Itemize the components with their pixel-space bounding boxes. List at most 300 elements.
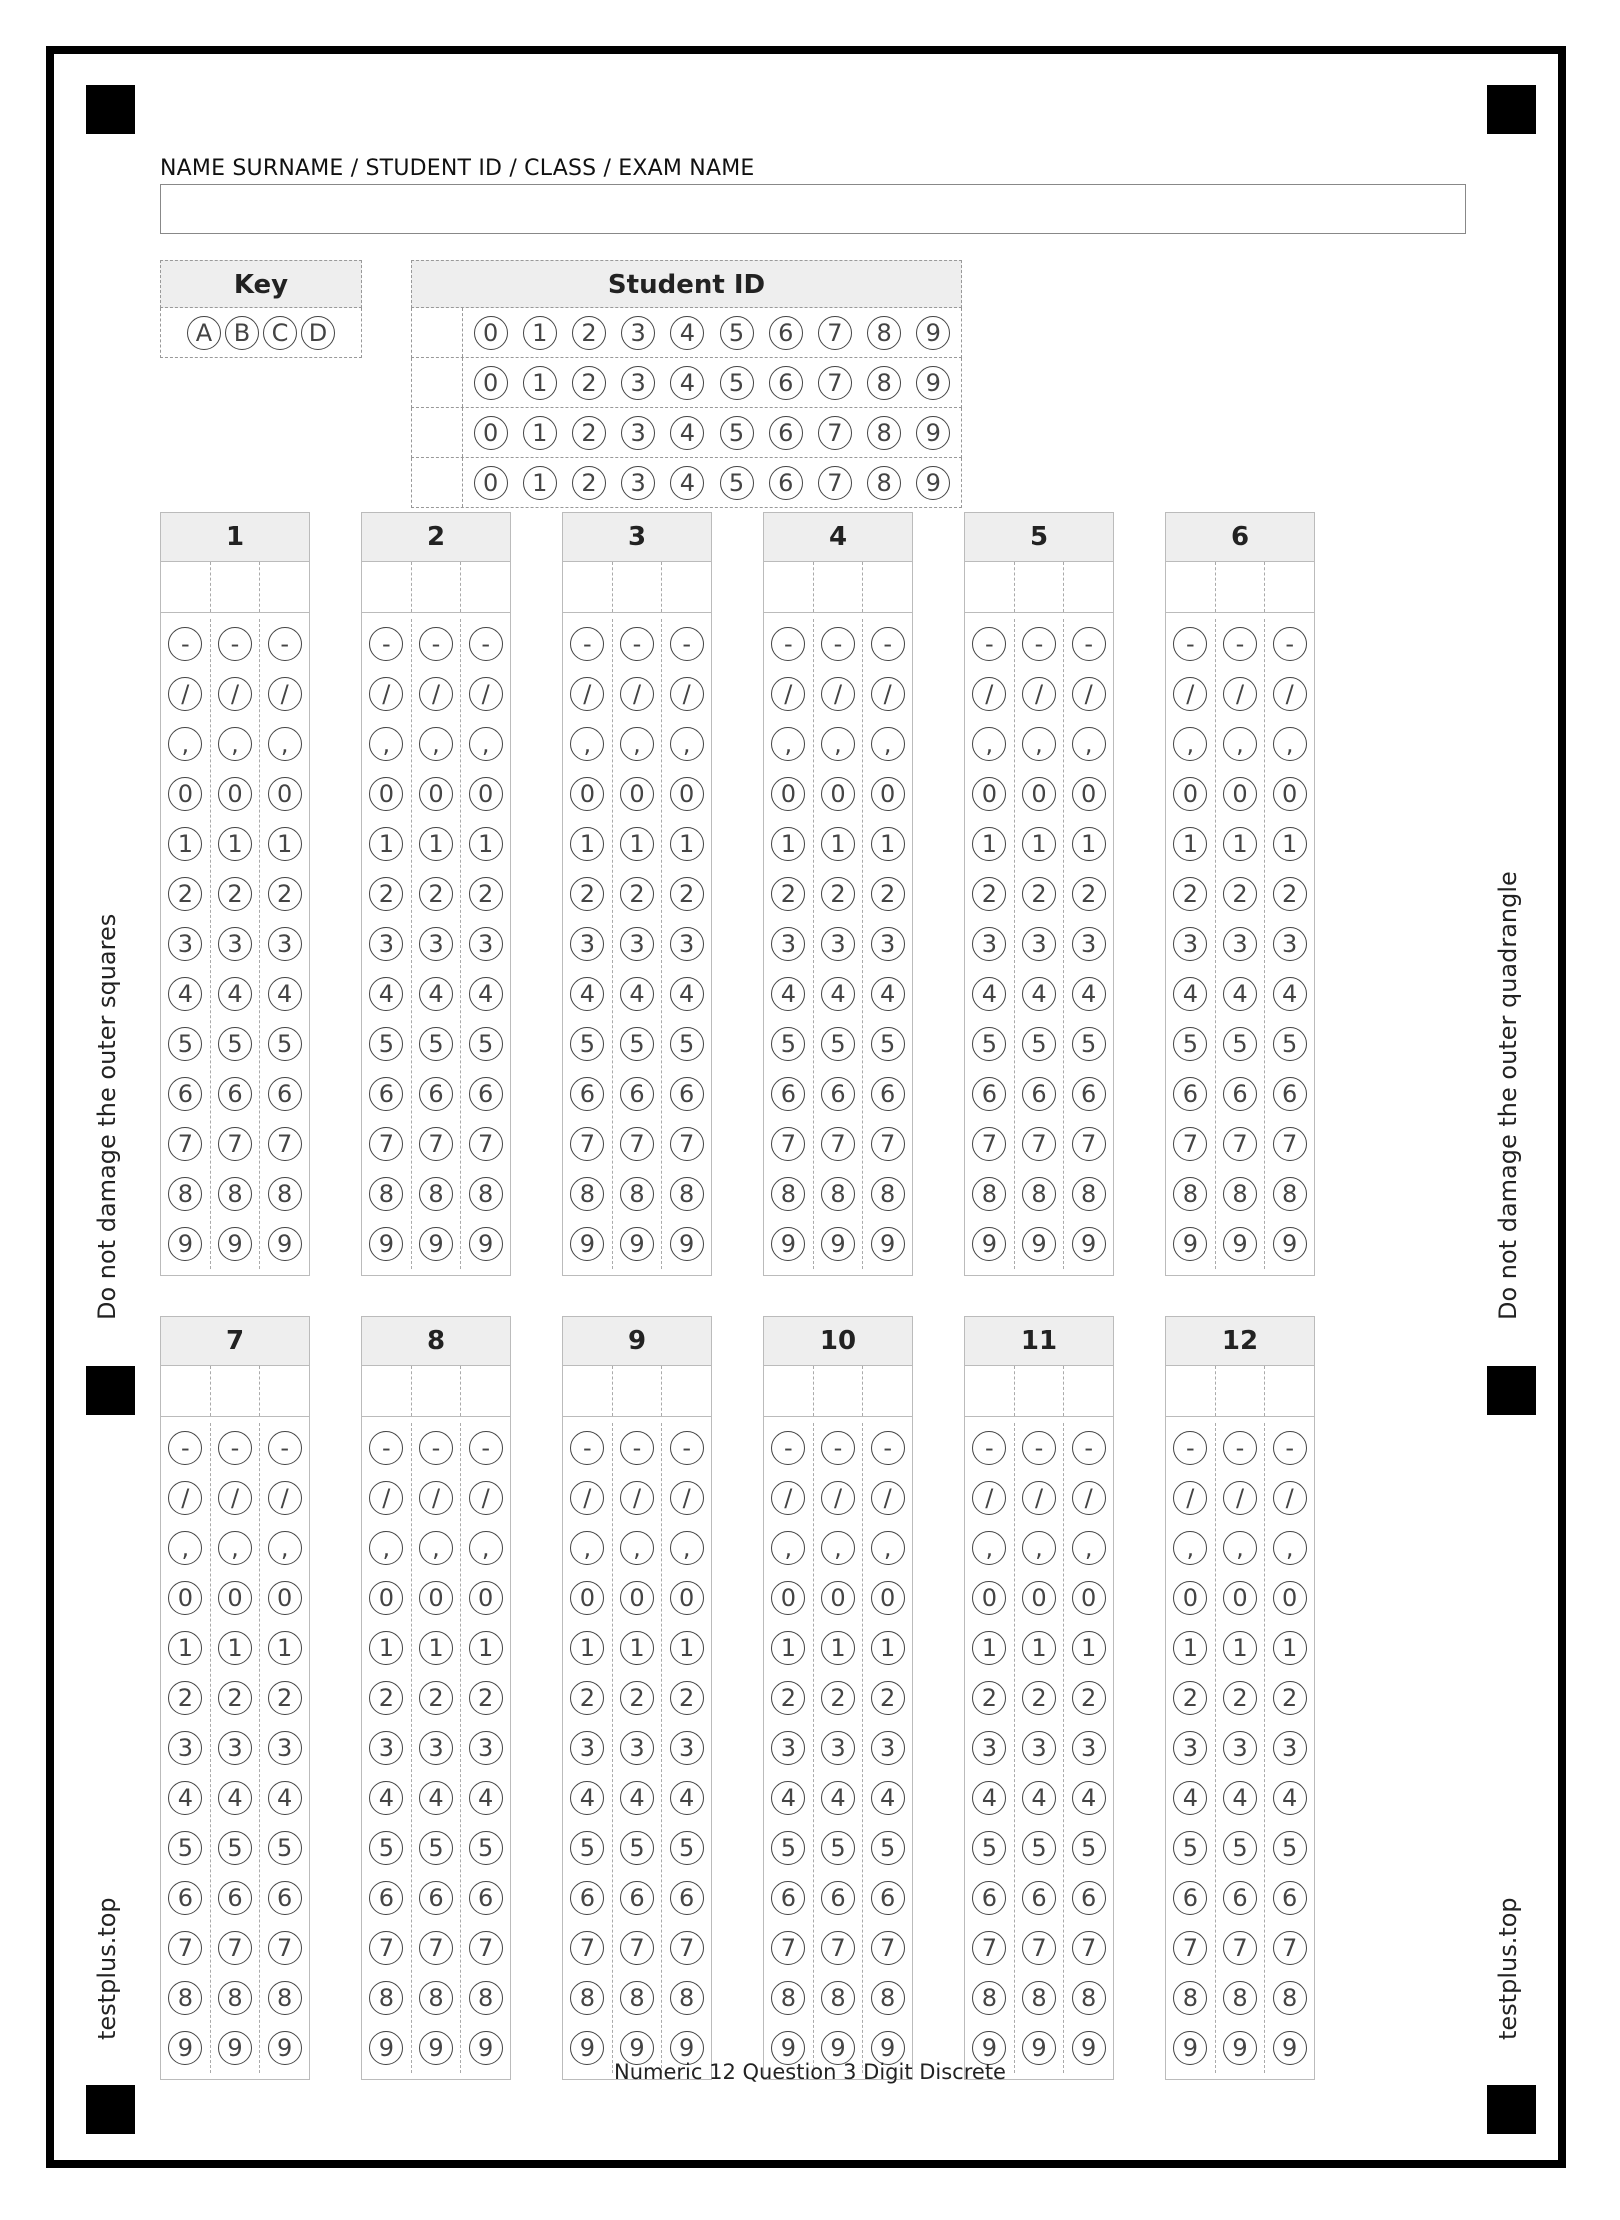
answer-bubble[interactable]: 9	[620, 2031, 654, 2065]
answer-bubble[interactable]: 3	[419, 1731, 453, 1765]
answer-bubble[interactable]: /	[771, 677, 805, 711]
answer-bubble[interactable]: /	[871, 677, 905, 711]
answer-bubble[interactable]: 5	[771, 1831, 805, 1865]
answer-bubble[interactable]: 9	[821, 1227, 855, 1261]
answer-bubble[interactable]: 1	[620, 1631, 654, 1665]
answer-write-box[interactable]	[814, 1366, 864, 1416]
answer-bubble[interactable]: 3	[168, 927, 202, 961]
answer-bubble[interactable]: 8	[1022, 1981, 1056, 2015]
answer-bubble[interactable]: 4	[168, 977, 202, 1011]
answer-bubble[interactable]: 6	[218, 1881, 252, 1915]
key-bubble-a[interactable]: A	[187, 316, 221, 350]
answer-bubble[interactable]: ,	[419, 727, 453, 761]
answer-bubble[interactable]: 4	[1173, 977, 1207, 1011]
answer-bubble[interactable]: 0	[771, 777, 805, 811]
answer-bubble[interactable]: 6	[771, 1077, 805, 1111]
answer-bubble[interactable]: 8	[821, 1981, 855, 2015]
answer-bubble[interactable]: 5	[419, 1027, 453, 1061]
answer-bubble[interactable]: 1	[1273, 827, 1307, 861]
answer-bubble[interactable]: ,	[218, 727, 252, 761]
answer-bubble[interactable]: ,	[771, 727, 805, 761]
answer-write-box[interactable]	[362, 1366, 412, 1416]
answer-bubble[interactable]: 9	[620, 1227, 654, 1261]
answer-bubble[interactable]: /	[218, 677, 252, 711]
answer-bubble[interactable]: 7	[419, 1127, 453, 1161]
answer-bubble[interactable]: 1	[871, 1631, 905, 1665]
student-id-bubble-0[interactable]: 0	[474, 366, 508, 400]
answer-bubble[interactable]: 6	[1173, 1881, 1207, 1915]
answer-bubble[interactable]: 6	[972, 1077, 1006, 1111]
answer-bubble[interactable]: 9	[1022, 1227, 1056, 1261]
answer-bubble[interactable]: 4	[1223, 977, 1257, 1011]
answer-bubble[interactable]: 7	[1223, 1931, 1257, 1965]
answer-bubble[interactable]: 2	[1173, 1681, 1207, 1715]
answer-write-box[interactable]	[260, 1366, 309, 1416]
answer-bubble[interactable]: 0	[1273, 777, 1307, 811]
answer-bubble[interactable]: 1	[1223, 1631, 1257, 1665]
answer-bubble[interactable]: -	[469, 627, 503, 661]
answer-bubble[interactable]: 8	[1173, 1177, 1207, 1211]
student-id-bubble-2[interactable]: 2	[572, 366, 606, 400]
key-bubble-d[interactable]: D	[301, 316, 335, 350]
answer-bubble[interactable]: 8	[570, 1177, 604, 1211]
answer-write-box[interactable]	[1265, 1366, 1314, 1416]
answer-bubble[interactable]: 9	[871, 2031, 905, 2065]
answer-bubble[interactable]: /	[1072, 677, 1106, 711]
answer-bubble[interactable]: 3	[570, 1731, 604, 1765]
answer-bubble[interactable]: -	[570, 627, 604, 661]
answer-bubble[interactable]: /	[972, 677, 1006, 711]
answer-bubble[interactable]: -	[972, 1431, 1006, 1465]
answer-bubble[interactable]: /	[871, 1481, 905, 1515]
answer-bubble[interactable]: 2	[1223, 1681, 1257, 1715]
answer-bubble[interactable]: 7	[469, 1931, 503, 1965]
answer-bubble[interactable]: 9	[469, 2031, 503, 2065]
answer-bubble[interactable]: 0	[1273, 1581, 1307, 1615]
answer-bubble[interactable]: ,	[1173, 727, 1207, 761]
answer-bubble[interactable]: 6	[1273, 1077, 1307, 1111]
answer-bubble[interactable]: 5	[1273, 1831, 1307, 1865]
answer-bubble[interactable]: 6	[570, 1077, 604, 1111]
answer-bubble[interactable]: ,	[972, 727, 1006, 761]
answer-write-box[interactable]	[1064, 562, 1113, 612]
answer-bubble[interactable]: 0	[1173, 777, 1207, 811]
answer-bubble[interactable]: 4	[1273, 1781, 1307, 1815]
answer-bubble[interactable]: 5	[419, 1831, 453, 1865]
student-id-bubble-9[interactable]: 9	[916, 416, 950, 450]
answer-bubble[interactable]: /	[168, 1481, 202, 1515]
answer-bubble[interactable]: 1	[168, 1631, 202, 1665]
answer-bubble[interactable]: -	[1072, 1431, 1106, 1465]
answer-bubble[interactable]: 1	[1273, 1631, 1307, 1665]
answer-bubble[interactable]: ,	[821, 727, 855, 761]
answer-bubble[interactable]: 0	[620, 777, 654, 811]
answer-bubble[interactable]: -	[168, 627, 202, 661]
answer-bubble[interactable]: 4	[771, 1781, 805, 1815]
answer-bubble[interactable]: /	[620, 677, 654, 711]
answer-bubble[interactable]: -	[771, 627, 805, 661]
answer-bubble[interactable]: 5	[218, 1027, 252, 1061]
answer-bubble[interactable]: 0	[1173, 1581, 1207, 1615]
answer-bubble[interactable]: 7	[972, 1931, 1006, 1965]
student-id-bubble-6[interactable]: 6	[769, 316, 803, 350]
answer-bubble[interactable]: 0	[821, 1581, 855, 1615]
answer-bubble[interactable]: /	[972, 1481, 1006, 1515]
answer-bubble[interactable]: 6	[1223, 1077, 1257, 1111]
answer-bubble[interactable]: 5	[1072, 1027, 1106, 1061]
key-bubble-b[interactable]: B	[225, 316, 259, 350]
answer-bubble[interactable]: 8	[570, 1981, 604, 2015]
answer-bubble[interactable]: 0	[821, 777, 855, 811]
answer-bubble[interactable]: 3	[670, 927, 704, 961]
student-id-bubble-2[interactable]: 2	[572, 316, 606, 350]
answer-bubble[interactable]: 2	[268, 877, 302, 911]
answer-write-box[interactable]	[161, 562, 211, 612]
answer-bubble[interactable]: 6	[419, 1881, 453, 1915]
answer-bubble[interactable]: 3	[871, 927, 905, 961]
answer-write-box[interactable]	[1166, 1366, 1216, 1416]
answer-bubble[interactable]: 8	[419, 1981, 453, 2015]
answer-bubble[interactable]: 9	[419, 1227, 453, 1261]
answer-bubble[interactable]: 7	[821, 1127, 855, 1161]
answer-bubble[interactable]: 0	[871, 777, 905, 811]
answer-bubble[interactable]: ,	[469, 727, 503, 761]
answer-bubble[interactable]: 9	[972, 1227, 1006, 1261]
answer-bubble[interactable]: ,	[570, 1531, 604, 1565]
answer-bubble[interactable]: 7	[1173, 1931, 1207, 1965]
answer-bubble[interactable]: 7	[871, 1931, 905, 1965]
answer-bubble[interactable]: 7	[821, 1931, 855, 1965]
answer-bubble[interactable]: -	[821, 1431, 855, 1465]
answer-bubble[interactable]: 5	[972, 1027, 1006, 1061]
answer-write-box[interactable]	[211, 1366, 261, 1416]
answer-bubble[interactable]: 0	[268, 777, 302, 811]
answer-bubble[interactable]: 2	[268, 1681, 302, 1715]
answer-bubble[interactable]: 1	[469, 827, 503, 861]
student-id-bubble-4[interactable]: 4	[670, 416, 704, 450]
student-id-bubble-2[interactable]: 2	[572, 466, 606, 500]
answer-bubble[interactable]: 3	[972, 927, 1006, 961]
answer-write-box[interactable]	[965, 1366, 1015, 1416]
student-id-bubble-3[interactable]: 3	[621, 366, 655, 400]
answer-bubble[interactable]: ,	[369, 727, 403, 761]
answer-bubble[interactable]: 7	[1173, 1127, 1207, 1161]
answer-bubble[interactable]: 3	[1022, 927, 1056, 961]
answer-bubble[interactable]: 3	[1273, 1731, 1307, 1765]
student-id-bubble-3[interactable]: 3	[621, 466, 655, 500]
answer-bubble[interactable]: /	[570, 677, 604, 711]
answer-bubble[interactable]: 1	[570, 827, 604, 861]
answer-bubble[interactable]: 8	[1173, 1981, 1207, 2015]
answer-bubble[interactable]: 5	[871, 1027, 905, 1061]
answer-bubble[interactable]: /	[469, 1481, 503, 1515]
answer-bubble[interactable]: ,	[821, 1531, 855, 1565]
answer-bubble[interactable]: 4	[620, 977, 654, 1011]
answer-bubble[interactable]: -	[218, 627, 252, 661]
student-id-bubble-9[interactable]: 9	[916, 466, 950, 500]
answer-bubble[interactable]: 7	[168, 1931, 202, 1965]
answer-bubble[interactable]: 3	[419, 927, 453, 961]
answer-bubble[interactable]: 8	[821, 1177, 855, 1211]
answer-bubble[interactable]: 8	[771, 1177, 805, 1211]
answer-bubble[interactable]: 0	[1223, 777, 1257, 811]
answer-bubble[interactable]: 5	[218, 1831, 252, 1865]
answer-bubble[interactable]: ,	[369, 1531, 403, 1565]
answer-bubble[interactable]: 4	[1072, 1781, 1106, 1815]
answer-bubble[interactable]: 2	[972, 1681, 1006, 1715]
answer-bubble[interactable]: 3	[1022, 1731, 1056, 1765]
answer-bubble[interactable]: 8	[1022, 1177, 1056, 1211]
student-id-bubble-6[interactable]: 6	[769, 366, 803, 400]
answer-bubble[interactable]: /	[821, 1481, 855, 1515]
answer-bubble[interactable]: 3	[268, 927, 302, 961]
answer-bubble[interactable]: 5	[871, 1831, 905, 1865]
answer-write-box[interactable]	[613, 562, 663, 612]
answer-bubble[interactable]: ,	[168, 727, 202, 761]
answer-bubble[interactable]: 8	[1072, 1981, 1106, 2015]
answer-bubble[interactable]: 1	[821, 1631, 855, 1665]
answer-bubble[interactable]: 2	[419, 877, 453, 911]
answer-bubble[interactable]: 6	[871, 1077, 905, 1111]
answer-bubble[interactable]: 0	[218, 1581, 252, 1615]
answer-bubble[interactable]: 8	[670, 1981, 704, 2015]
answer-bubble[interactable]: -	[871, 627, 905, 661]
answer-bubble[interactable]: 6	[1173, 1077, 1207, 1111]
answer-bubble[interactable]: -	[419, 1431, 453, 1465]
answer-bubble[interactable]: 4	[1022, 1781, 1056, 1815]
answer-bubble[interactable]: 9	[771, 1227, 805, 1261]
answer-bubble[interactable]: /	[670, 1481, 704, 1515]
student-id-write-box[interactable]	[412, 458, 463, 507]
answer-bubble[interactable]: 3	[369, 927, 403, 961]
answer-bubble[interactable]: 7	[972, 1127, 1006, 1161]
answer-bubble[interactable]: 0	[771, 1581, 805, 1615]
student-id-bubble-0[interactable]: 0	[474, 466, 508, 500]
answer-bubble[interactable]: 7	[168, 1127, 202, 1161]
answer-bubble[interactable]: 9	[268, 1227, 302, 1261]
answer-bubble[interactable]: 8	[871, 1981, 905, 2015]
answer-bubble[interactable]: 4	[972, 1781, 1006, 1815]
answer-bubble[interactable]: 3	[620, 927, 654, 961]
answer-bubble[interactable]: 2	[469, 1681, 503, 1715]
answer-bubble[interactable]: 6	[1223, 1881, 1257, 1915]
answer-bubble[interactable]: 2	[871, 877, 905, 911]
answer-bubble[interactable]: 6	[570, 1881, 604, 1915]
answer-bubble[interactable]: 9	[972, 2031, 1006, 2065]
answer-bubble[interactable]: 0	[1022, 1581, 1056, 1615]
answer-write-box[interactable]	[161, 1366, 211, 1416]
answer-bubble[interactable]: /	[218, 1481, 252, 1515]
answer-bubble[interactable]: 2	[871, 1681, 905, 1715]
answer-bubble[interactable]: -	[268, 627, 302, 661]
answer-bubble[interactable]: 0	[1223, 1581, 1257, 1615]
answer-bubble[interactable]: 2	[771, 877, 805, 911]
answer-bubble[interactable]: 4	[670, 977, 704, 1011]
student-id-bubble-4[interactable]: 4	[670, 466, 704, 500]
answer-bubble[interactable]: ,	[620, 727, 654, 761]
answer-bubble[interactable]: 0	[268, 1581, 302, 1615]
answer-bubble[interactable]: ,	[1072, 727, 1106, 761]
answer-bubble[interactable]: 0	[1022, 777, 1056, 811]
answer-bubble[interactable]: 4	[620, 1781, 654, 1815]
answer-bubble[interactable]: 9	[1273, 2031, 1307, 2065]
answer-write-box[interactable]	[461, 562, 510, 612]
answer-bubble[interactable]: 5	[168, 1027, 202, 1061]
answer-write-box[interactable]	[1015, 1366, 1065, 1416]
answer-bubble[interactable]: ,	[1173, 1531, 1207, 1565]
student-id-bubble-8[interactable]: 8	[867, 366, 901, 400]
answer-bubble[interactable]: 5	[972, 1831, 1006, 1865]
answer-bubble[interactable]: -	[168, 1431, 202, 1465]
answer-bubble[interactable]: -	[419, 627, 453, 661]
answer-bubble[interactable]: 6	[168, 1881, 202, 1915]
answer-bubble[interactable]: 1	[620, 827, 654, 861]
answer-bubble[interactable]: 0	[670, 777, 704, 811]
answer-bubble[interactable]: 2	[369, 1681, 403, 1715]
answer-bubble[interactable]: 4	[419, 1781, 453, 1815]
answer-bubble[interactable]: 4	[771, 977, 805, 1011]
answer-bubble[interactable]: /	[1273, 677, 1307, 711]
answer-bubble[interactable]: -	[1173, 1431, 1207, 1465]
answer-bubble[interactable]: 7	[1022, 1127, 1056, 1161]
answer-bubble[interactable]: /	[1022, 1481, 1056, 1515]
answer-bubble[interactable]: 1	[670, 827, 704, 861]
answer-bubble[interactable]: 5	[268, 1027, 302, 1061]
answer-bubble[interactable]: 5	[670, 1831, 704, 1865]
answer-bubble[interactable]: ,	[168, 1531, 202, 1565]
answer-bubble[interactable]: 0	[670, 1581, 704, 1615]
answer-bubble[interactable]: 8	[972, 1981, 1006, 2015]
student-id-bubble-1[interactable]: 1	[523, 366, 557, 400]
answer-bubble[interactable]: 1	[419, 827, 453, 861]
answer-bubble[interactable]: 6	[218, 1077, 252, 1111]
answer-bubble[interactable]: 6	[369, 1077, 403, 1111]
answer-bubble[interactable]: 2	[620, 1681, 654, 1715]
student-id-bubble-9[interactable]: 9	[916, 316, 950, 350]
answer-bubble[interactable]: 7	[620, 1931, 654, 1965]
answer-bubble[interactable]: 9	[570, 1227, 604, 1261]
answer-bubble[interactable]: 6	[1072, 1881, 1106, 1915]
student-id-bubble-1[interactable]: 1	[523, 316, 557, 350]
answer-bubble[interactable]: 7	[469, 1127, 503, 1161]
answer-bubble[interactable]: 5	[469, 1027, 503, 1061]
answer-bubble[interactable]: ,	[1223, 1531, 1257, 1565]
answer-bubble[interactable]: 6	[821, 1077, 855, 1111]
student-id-bubble-3[interactable]: 3	[621, 316, 655, 350]
answer-write-box[interactable]	[1265, 562, 1314, 612]
answer-bubble[interactable]: 3	[1173, 1731, 1207, 1765]
answer-write-box[interactable]	[863, 1366, 912, 1416]
student-id-bubble-0[interactable]: 0	[474, 316, 508, 350]
answer-bubble[interactable]: 3	[369, 1731, 403, 1765]
answer-bubble[interactable]: -	[1022, 627, 1056, 661]
answer-bubble[interactable]: 2	[570, 877, 604, 911]
student-id-bubble-3[interactable]: 3	[621, 416, 655, 450]
answer-bubble[interactable]: 8	[620, 1177, 654, 1211]
answer-bubble[interactable]: -	[1072, 627, 1106, 661]
answer-bubble[interactable]: 3	[821, 1731, 855, 1765]
answer-bubble[interactable]: 8	[469, 1981, 503, 2015]
answer-bubble[interactable]: -	[369, 1431, 403, 1465]
answer-bubble[interactable]: 1	[419, 1631, 453, 1665]
answer-write-box[interactable]	[764, 562, 814, 612]
answer-write-box[interactable]	[863, 562, 912, 612]
answer-bubble[interactable]: 5	[620, 1831, 654, 1865]
student-id-bubble-4[interactable]: 4	[670, 366, 704, 400]
answer-bubble[interactable]: -	[268, 1431, 302, 1465]
answer-bubble[interactable]: 9	[1072, 2031, 1106, 2065]
answer-write-box[interactable]	[1216, 1366, 1266, 1416]
answer-bubble[interactable]: 1	[218, 827, 252, 861]
answer-bubble[interactable]: -	[1273, 627, 1307, 661]
answer-bubble[interactable]: -	[369, 627, 403, 661]
answer-bubble[interactable]: 5	[821, 1831, 855, 1865]
answer-bubble[interactable]: 4	[268, 977, 302, 1011]
answer-bubble[interactable]: 6	[821, 1881, 855, 1915]
answer-bubble[interactable]: 7	[1022, 1931, 1056, 1965]
answer-bubble[interactable]: 4	[1223, 1781, 1257, 1815]
answer-write-box[interactable]	[211, 562, 261, 612]
answer-bubble[interactable]: 2	[1223, 877, 1257, 911]
answer-bubble[interactable]: 2	[218, 1681, 252, 1715]
answer-bubble[interactable]: ,	[771, 1531, 805, 1565]
answer-bubble[interactable]: 8	[1072, 1177, 1106, 1211]
answer-bubble[interactable]: 0	[620, 1581, 654, 1615]
answer-bubble[interactable]: ,	[1022, 727, 1056, 761]
answer-bubble[interactable]: 0	[570, 777, 604, 811]
answer-bubble[interactable]: 4	[871, 1781, 905, 1815]
answer-bubble[interactable]: 5	[1223, 1027, 1257, 1061]
answer-bubble[interactable]: 4	[972, 977, 1006, 1011]
answer-bubble[interactable]: 6	[620, 1881, 654, 1915]
answer-bubble[interactable]: 6	[620, 1077, 654, 1111]
answer-bubble[interactable]: ,	[1273, 1531, 1307, 1565]
answer-bubble[interactable]: 3	[972, 1731, 1006, 1765]
answer-bubble[interactable]: 5	[168, 1831, 202, 1865]
answer-write-box[interactable]	[563, 1366, 613, 1416]
answer-bubble[interactable]: 3	[1072, 927, 1106, 961]
answer-bubble[interactable]: 6	[670, 1077, 704, 1111]
answer-bubble[interactable]: 2	[1022, 877, 1056, 911]
answer-bubble[interactable]: 2	[670, 1681, 704, 1715]
answer-bubble[interactable]: 4	[469, 1781, 503, 1815]
answer-bubble[interactable]: 3	[1072, 1731, 1106, 1765]
answer-bubble[interactable]: 9	[670, 1227, 704, 1261]
answer-bubble[interactable]: 7	[218, 1931, 252, 1965]
answer-bubble[interactable]: ,	[670, 1531, 704, 1565]
answer-bubble[interactable]: 3	[670, 1731, 704, 1765]
answer-bubble[interactable]: 3	[620, 1731, 654, 1765]
answer-bubble[interactable]: /	[771, 1481, 805, 1515]
answer-bubble[interactable]: 1	[268, 1631, 302, 1665]
answer-bubble[interactable]: 6	[1022, 1881, 1056, 1915]
answer-bubble[interactable]: 9	[168, 1227, 202, 1261]
answer-bubble[interactable]: 2	[168, 1681, 202, 1715]
answer-write-box[interactable]	[1216, 562, 1266, 612]
answer-bubble[interactable]: 5	[469, 1831, 503, 1865]
answer-bubble[interactable]: /	[1173, 1481, 1207, 1515]
answer-bubble[interactable]: 4	[268, 1781, 302, 1815]
student-id-bubble-5[interactable]: 5	[720, 366, 754, 400]
answer-bubble[interactable]: 6	[268, 1881, 302, 1915]
answer-bubble[interactable]: 0	[369, 777, 403, 811]
answer-bubble[interactable]: 0	[469, 1581, 503, 1615]
answer-bubble[interactable]: 4	[821, 977, 855, 1011]
answer-bubble[interactable]: 9	[670, 2031, 704, 2065]
answer-bubble[interactable]: /	[570, 1481, 604, 1515]
answer-bubble[interactable]: -	[1223, 627, 1257, 661]
answer-bubble[interactable]: -	[1173, 627, 1207, 661]
